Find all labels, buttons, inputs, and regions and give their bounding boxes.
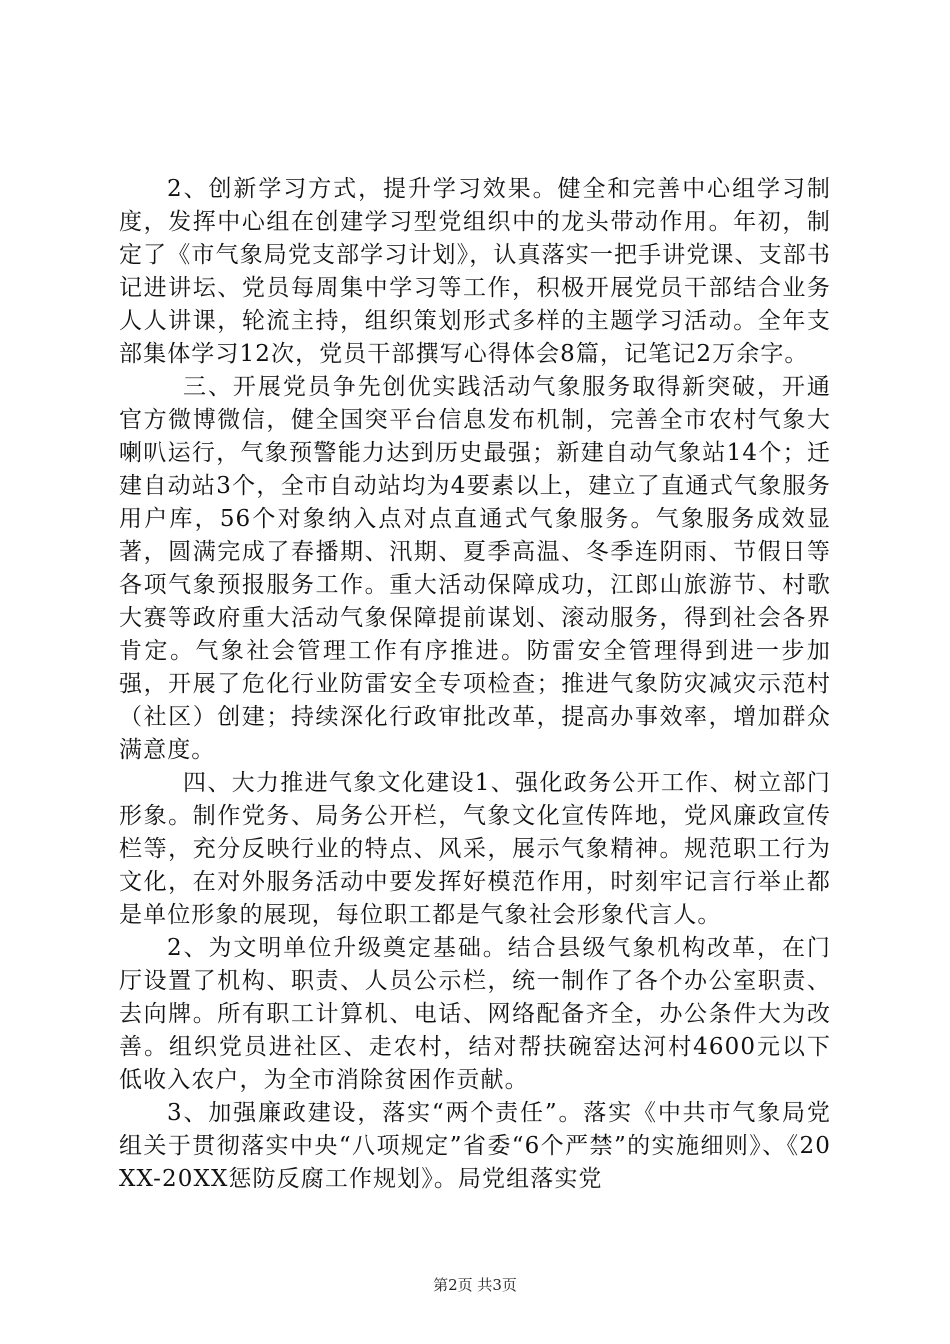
paragraph-meteorological-service: 三、开展党员争先创优实践活动气象服务取得新突破，开通官方微博微信，健全国突平台信息发布机制，完善全市农村气象大喇叭运行，气象预警能力达到历史最强；新建自动气象站14个；迁建自动站3个，全市自动站均为4要素以上，建立了直通式气象服务用户库，56个对象纳入点对点直通式气象服务。气象服务成效显著，圆满完成了春播期、汛期、夏季高温、冬季连阴雨、节假日等各项气象预报服务工作。重大活动保障成功，江郎山旅游节、村歌大赛等政府重大活动气象保障提前谋划、滚动服务，得到社会各界肯定。气象社会管理工作有序推进。防雷安全管理得到进一步加强，开展了危化行业防雷安全专项检查；推进气象防灾减灾示范村（社区）创建；持续深化行政审批改革，提高办事效率，增加群众满意度。 [119, 374, 831, 763]
paragraph-study-methods: 2、创新学习方式，提升学习效果。健全和完善中心组学习制度，发挥中心组在创建学习型党组织中的龙头带动作用。年初，制定了《市气象局党支部学习计划》，认真落实一把手讲党课、支部书记进讲坛、党员每周集中学习等工作，积极开展党员干部结合业务人人讲课，轮流主持，组织策划形式多样的主题学习活动。全年支部集体学习12次，党员干部撰写心得体会8篇，记笔记2万余字。 [119, 176, 831, 367]
paragraph-civilized-unit: 2、为文明单位升级奠定基础。结合县级气象机构改革，在门厅设置了机构、职责、人员公示栏，统一制作了各个办公室职责、去向牌。所有职工计算机、电话、网络配备齐全，办公条件大为改善。组织党员进社区、走农村，结对帮扶碗窑达河村4600元以下低收入农户，为全市消除贫困作贡献。 [119, 935, 831, 1093]
page-number-footer: 第2页 共3页 [433, 1276, 517, 1294]
paragraph-culture-building: 四、大力推进气象文化建设1、强化政务公开工作、树立部门形象。制作党务、局务公开栏，气象文化宣传阵地，党风廉政宣传栏等，充分反映行业的特点、风采，展示气象精神。规范职工行为文化，在对外服务活动中要发挥好模范作用，时刻牢记言行举止都是单位形象的展现，每位职工都是气象社会形象代言人。 [119, 770, 831, 928]
document-body [119, 173, 831, 1196]
paragraph-integrity-building: 3、加强廉政建设，落实“两个责任”。落实《中共市气象局党组关于贯彻落实中央“八项规定”省委“6个严禁”的实施细则》、《20XX-20XX惩防反腐工作规划》。局党组落实党 [119, 1100, 831, 1192]
